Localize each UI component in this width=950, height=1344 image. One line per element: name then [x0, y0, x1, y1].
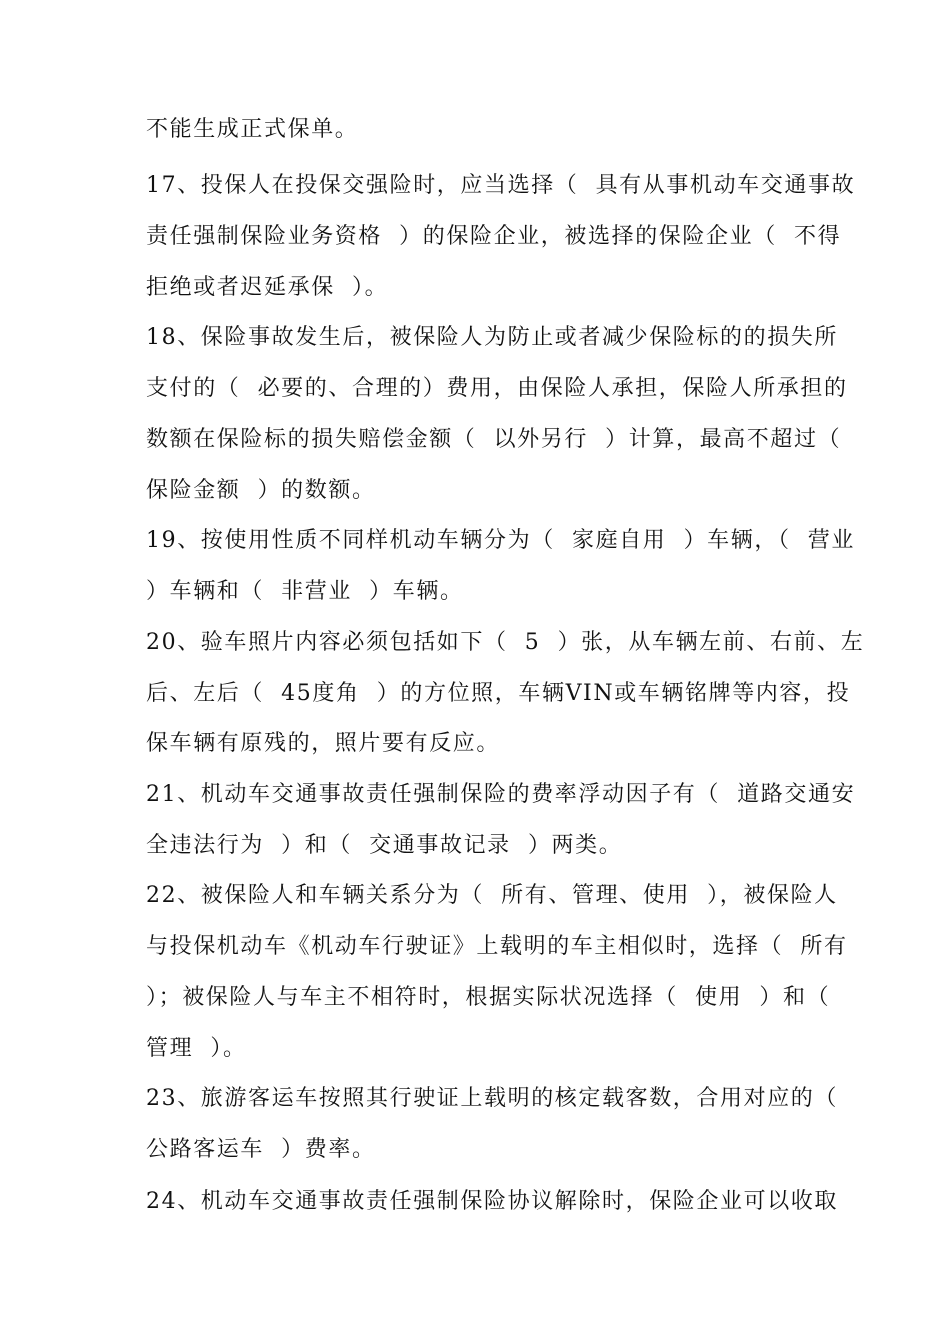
text-line: 支付的（ 必要的、合理的）费用，由保险人承担，保险人所承担的: [146, 376, 848, 401]
text-line: 19、按使用性质不同样机动车辆分为（ 家庭自用 ）车辆，（ 营业: [146, 528, 855, 553]
text-line: 与投保机动车《机动车行驶证》上载明的车主相似时，选择（ 所有: [146, 934, 848, 959]
text-line: 拒绝或者迟延承保 ）。: [146, 275, 389, 300]
text-line: 保车辆有原残的，照片要有反应。: [146, 731, 501, 756]
text-line: 21、机动车交通事故责任强制保险的费率浮动因子有（ 道路交通安: [146, 782, 856, 807]
text-line: 17、投保人在投保交强险时，应当选择（ 具有从事机动车交通事故: [146, 173, 856, 198]
text-line: 责任强制保险业务资格 ）的保险企业，被选择的保险企业（ 不得: [146, 224, 842, 249]
text-line: 全违法行为 ）和（ 交通事故记录 ）两类。: [146, 833, 623, 858]
text-line: 后、左后（ 45度角 ）的方位照，车辆VIN或车辆铭牌等内容，投: [146, 681, 851, 706]
text-line: ）；被保险人与车主不相符时，根据实际状况选择（ 使用 ）和（: [146, 985, 831, 1010]
text-line: 23、旅游客运车按照其行驶证上载明的核定载客数，合用对应的（: [146, 1086, 838, 1111]
text-line: 18、保险事故发生后，被保险人为防止或者减少保险标的的损失所: [146, 325, 838, 350]
text-line: 管理 ）。: [146, 1036, 247, 1061]
text-line: 数额在保险标的损失赔偿金额（ 以外另行 ）计算，最高不超过（: [146, 427, 842, 452]
text-line: 24、机动车交通事故责任强制保险协议解除时，保险企业可以收取: [146, 1189, 838, 1214]
text-line: 20、验车照片内容必须包括如下（ 5 ）张，从车辆左前、右前、左: [146, 630, 865, 655]
text-line: ）车辆和（ 非营业 ）车辆。: [146, 579, 464, 604]
text-line: 保险金额 ）的数额。: [146, 478, 376, 503]
text-line: 不能生成正式保单。: [146, 117, 359, 142]
text-line: 22、被保险人和车辆关系分为（ 所有、管理、使用 ），被保险人: [146, 883, 838, 908]
text-line: 公路客运车 ）费率。: [146, 1137, 376, 1162]
